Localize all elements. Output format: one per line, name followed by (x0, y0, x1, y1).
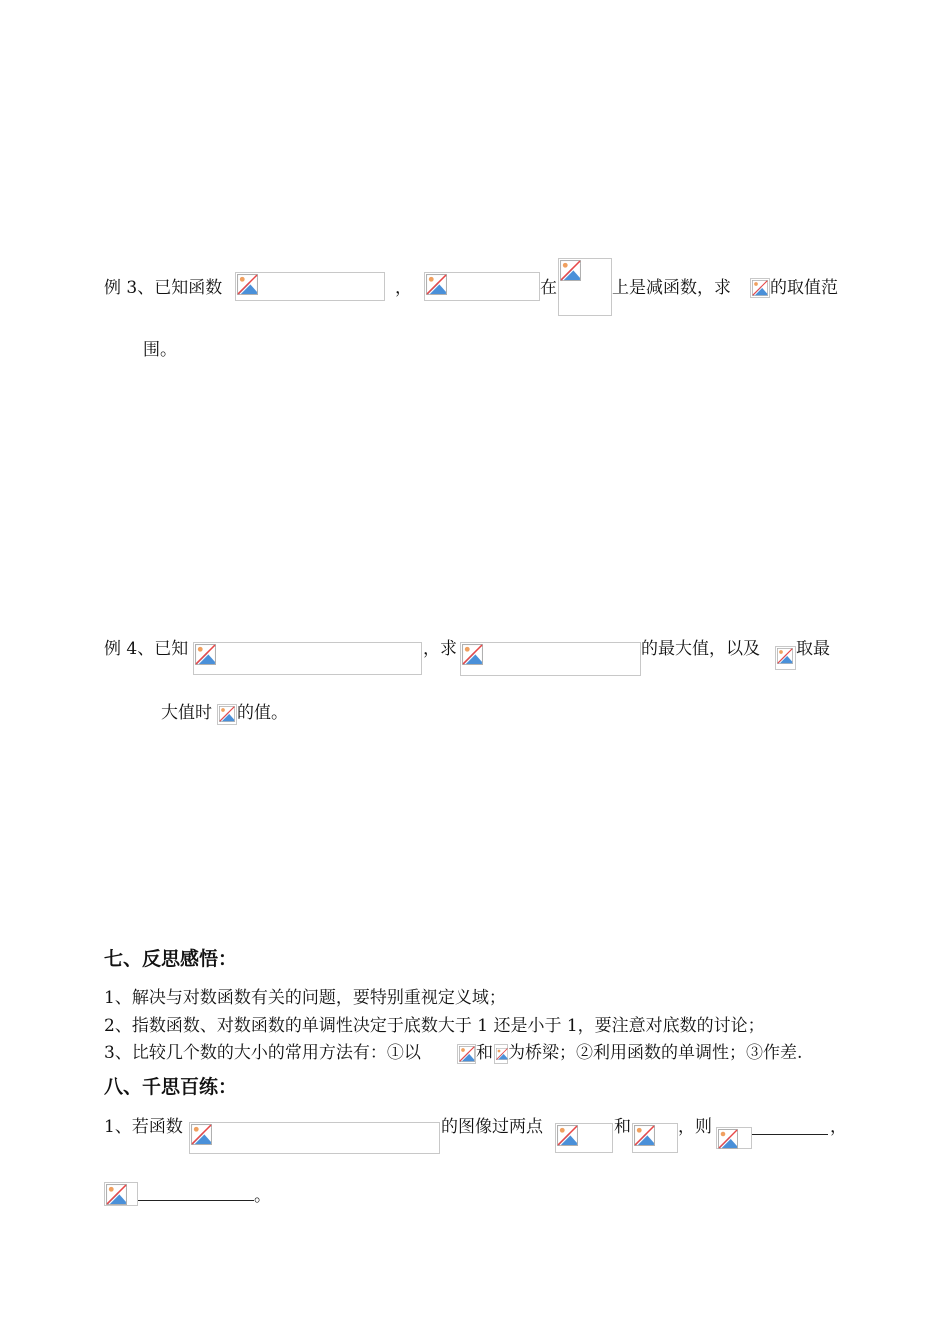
section-8-q1-f: 。 (254, 1186, 271, 1206)
formula-image (632, 1123, 678, 1153)
broken-image-icon (462, 644, 483, 665)
section-7-title: 七、反思感悟： (104, 948, 238, 970)
broken-image-icon (777, 648, 793, 664)
broken-image-icon (459, 1046, 475, 1062)
section-8-title: 八、千思百练： (104, 1076, 238, 1098)
section-7-item-3b: 和 (476, 1043, 493, 1063)
ex4-text-6: 的值。 (237, 703, 288, 723)
answer-blank[interactable] (752, 1134, 828, 1135)
ex4-text-5: 大值时 (161, 703, 212, 723)
ex3-text-2: 上是减函数，求 (612, 278, 731, 298)
ex4-text-4: 取最 (796, 639, 830, 659)
section-7-item-2: 2、指数函数、对数函数的单调性决定于底数大于 1 还是小于 1，要注意对底数的讨论； (104, 1016, 765, 1036)
broken-image-icon (634, 1125, 655, 1146)
section-8-q1-a: 1、若函数 (104, 1117, 183, 1137)
broken-image-icon (560, 260, 581, 281)
section-8-q1-c: 和 (614, 1117, 631, 1137)
section-7-item-3c: 为桥梁；②利用函数的单调性；③作差. (508, 1043, 803, 1063)
broken-image-icon (237, 274, 258, 295)
section-7-item-3a: 3、比较几个数的大小的常用方法有：①以 (104, 1043, 421, 1063)
answer-blank[interactable] (138, 1200, 254, 1201)
formula-image (558, 258, 612, 316)
ex4-text-1: 例 4、已知 (104, 639, 189, 659)
ex3-zai: 在 (540, 278, 557, 298)
formula-image (104, 1182, 138, 1206)
formula-image (193, 642, 422, 675)
formula-image (424, 272, 540, 301)
formula-image (750, 278, 770, 298)
section-8-q1-e: ， (830, 1117, 847, 1137)
broken-image-icon (426, 274, 447, 295)
formula-image (457, 1044, 476, 1064)
broken-image-icon (718, 1129, 738, 1149)
formula-image (460, 642, 641, 676)
formula-image (217, 704, 237, 725)
ex4-text-3: 的最大值，以及 (641, 639, 760, 659)
section-8-q1-d: ，则 (678, 1117, 712, 1137)
broken-image-icon (195, 644, 216, 665)
formula-image (555, 1123, 613, 1153)
ex3-text-1: 例 3、已知函数 (104, 278, 223, 298)
section-7-item-1: 1、解决与对数函数有关的问题，要特别重视定义域； (104, 988, 506, 1008)
broken-image-icon (752, 280, 768, 296)
formula-image (775, 646, 796, 670)
broken-image-icon (106, 1184, 127, 1205)
ex3-comma: ， (395, 278, 412, 298)
formula-image (189, 1122, 440, 1154)
broken-image-icon (219, 706, 235, 722)
formula-image (494, 1044, 508, 1064)
ex3-text-3: 的取值范 (770, 278, 838, 298)
section-8-q1-b: 的图像过两点 (441, 1117, 543, 1137)
ex4-text-2: ，求 (423, 639, 457, 659)
ex3-text-4: 围。 (143, 340, 177, 360)
broken-image-icon (191, 1124, 212, 1145)
broken-image-icon (496, 1046, 508, 1062)
broken-image-icon (557, 1125, 578, 1146)
formula-image (235, 272, 385, 301)
formula-image (716, 1127, 752, 1149)
